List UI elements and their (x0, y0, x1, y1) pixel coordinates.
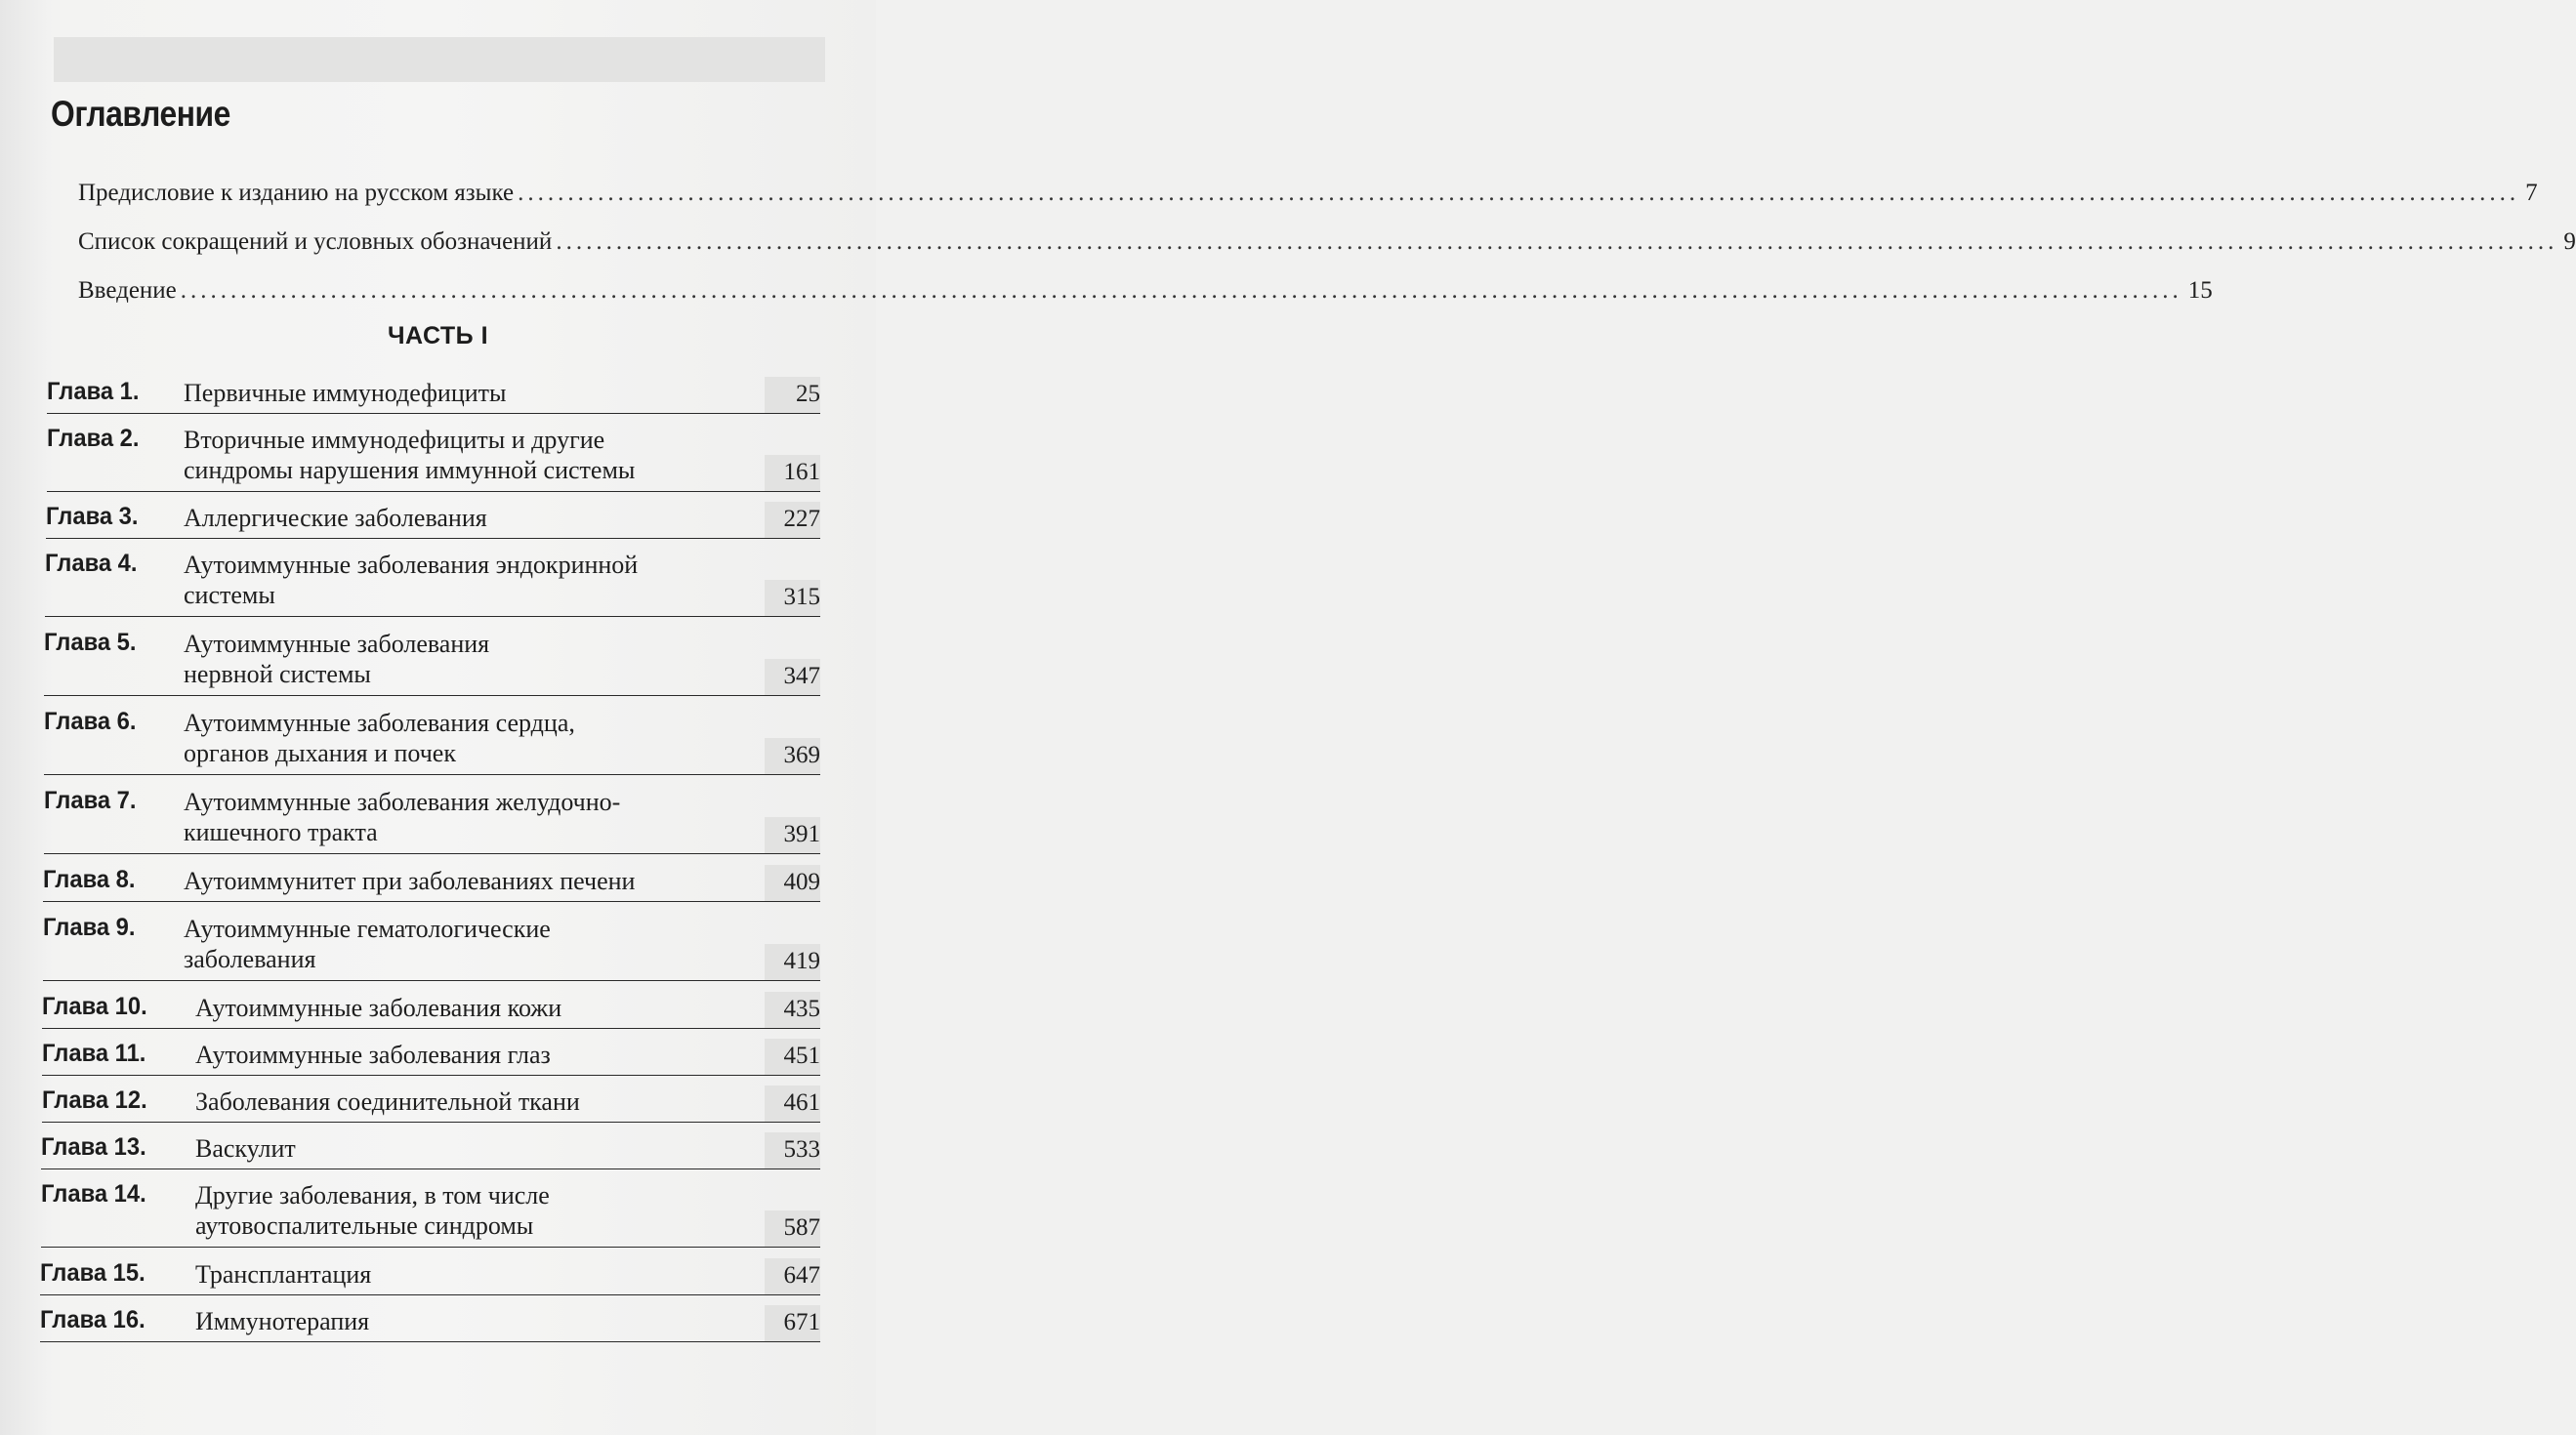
chapter-label: Глава 12. (42, 1086, 147, 1114)
chapter-entry[interactable] (44, 626, 820, 696)
front-matter-page: 9 (2563, 228, 2576, 255)
chapter-label: Глава 10. (42, 993, 147, 1020)
front-matter-page: 7 (2525, 180, 2538, 206)
chapter-title-line: Аутоиммунные заболевания эндокринной (184, 551, 639, 579)
chapter-title-line: аутовоспалительные синдромы (195, 1211, 534, 1240)
chapter-title-line: синдромы нарушения иммунной системы (184, 456, 636, 484)
chapter-page-number: 315 (783, 584, 820, 610)
chapter-title-line: Трансплантация (195, 1260, 372, 1289)
chapter-page-number: 587 (783, 1214, 820, 1241)
chapter-title-line: Вторичные иммунодефициты и другие (184, 426, 605, 454)
chapter-entry[interactable] (42, 1084, 820, 1123)
chapter-label: Глава 5. (44, 629, 137, 656)
chapter-label: Глава 6. (44, 708, 137, 735)
chapter-title-line: Васкулит (195, 1134, 296, 1163)
chapter-title-line: Первичные иммунодефициты (184, 379, 507, 407)
chapter-label: Глава 8. (43, 866, 136, 893)
chapter-title-line: кишечного тракта (184, 818, 378, 846)
chapter-page-number: 409 (783, 869, 820, 895)
chapter-title-line: Аутоиммунные заболевания кожи (195, 994, 562, 1022)
chapter-entry[interactable] (46, 500, 820, 539)
chapter-label: Глава 15. (40, 1259, 145, 1287)
chapter-label: Глава 11. (42, 1040, 146, 1067)
chapter-title-line: Аллергические заболевания (184, 504, 487, 532)
chapter-label: Глава 13. (41, 1133, 146, 1161)
front-matter-title: Предисловие к изданию на русском языке (78, 180, 515, 206)
chapter-page-number: 419 (783, 948, 820, 974)
chapter-title-line: Аутоиммунные заболевания сердца, (184, 709, 575, 737)
chapter-entry[interactable] (40, 1256, 820, 1295)
chapter-title-line: Аутоиммунные заболевания (184, 630, 490, 658)
page-title: Оглавление (51, 94, 230, 134)
chapter-entry[interactable] (45, 547, 820, 617)
part-heading: ЧАСТЬ I (387, 322, 489, 349)
front-matter-entry[interactable] (78, 217, 2576, 256)
chapter-page-number: 25 (796, 381, 820, 407)
chapter-entry[interactable] (42, 1037, 820, 1076)
chapter-label: Глава 14. (41, 1180, 146, 1208)
chapter-title-line: органов дыхания и почек (184, 739, 456, 767)
front-matter-page: 15 (2187, 277, 2213, 304)
chapter-label: Глава 1. (47, 378, 140, 405)
header-band (54, 37, 825, 82)
chapter-page-number: 227 (783, 506, 820, 532)
chapter-page-number: 451 (783, 1043, 820, 1069)
chapter-title-line: Аутоиммунные заболевания глаз (195, 1041, 551, 1069)
chapter-label: Глава 16. (40, 1306, 145, 1333)
chapter-label: Глава 3. (46, 503, 139, 530)
chapter-entry[interactable] (41, 1130, 820, 1169)
chapter-label: Глава 2. (47, 425, 140, 452)
chapter-page-number: 161 (783, 459, 820, 485)
chapter-title-line: Аутоиммунитет при заболеваниях печени (184, 867, 636, 895)
chapter-entry[interactable] (43, 911, 820, 981)
chapter-entry[interactable] (47, 422, 820, 492)
front-matter-title: Введение (78, 277, 177, 304)
dot-leader: ........................................................................................................................................................................................................ (518, 180, 2520, 206)
chapter-entry[interactable] (44, 705, 820, 775)
chapter-entry[interactable] (42, 990, 820, 1029)
chapter-entry[interactable] (43, 863, 820, 902)
dot-leader: ........................................................................................................................................................................................................ (180, 277, 2182, 304)
chapter-page-number: 533 (783, 1136, 820, 1163)
chapter-page-number: 391 (783, 821, 820, 847)
chapter-title-line: Аутоиммунные гематологические (184, 915, 551, 943)
chapter-title-line: заболевания (184, 945, 316, 973)
chapter-entry[interactable] (44, 784, 820, 854)
chapter-title-line: Иммунотерапия (195, 1307, 370, 1335)
chapter-title-line: Другие заболевания, в том числе (195, 1181, 550, 1210)
chapter-entry[interactable] (47, 375, 820, 414)
chapter-page-number: 671 (783, 1309, 820, 1335)
chapter-title-line: нервной системы (184, 660, 371, 688)
chapter-label: Глава 7. (44, 787, 137, 814)
chapter-title-line: системы (184, 581, 275, 609)
chapter-page-number: 461 (783, 1089, 820, 1116)
front-matter-title: Список сокращений и условных обозначений (78, 228, 553, 255)
front-matter-entry[interactable] (78, 266, 2213, 305)
dot-leader: ........................................................................................................................................................................................................ (556, 228, 2558, 255)
chapter-page-number: 369 (783, 742, 820, 768)
chapter-entry[interactable] (40, 1303, 820, 1342)
chapter-page-number: 647 (783, 1262, 820, 1289)
front-matter-entry[interactable] (78, 168, 2538, 207)
chapter-entry[interactable] (41, 1177, 820, 1248)
chapter-label: Глава 4. (45, 550, 138, 577)
chapter-title-line: Заболевания соединительной ткани (195, 1087, 580, 1116)
chapter-page-number: 435 (783, 996, 820, 1022)
chapter-label: Глава 9. (43, 914, 136, 941)
chapter-page-number: 347 (783, 663, 820, 689)
chapter-title-line: Аутоиммунные заболевания желудочно- (184, 788, 621, 816)
